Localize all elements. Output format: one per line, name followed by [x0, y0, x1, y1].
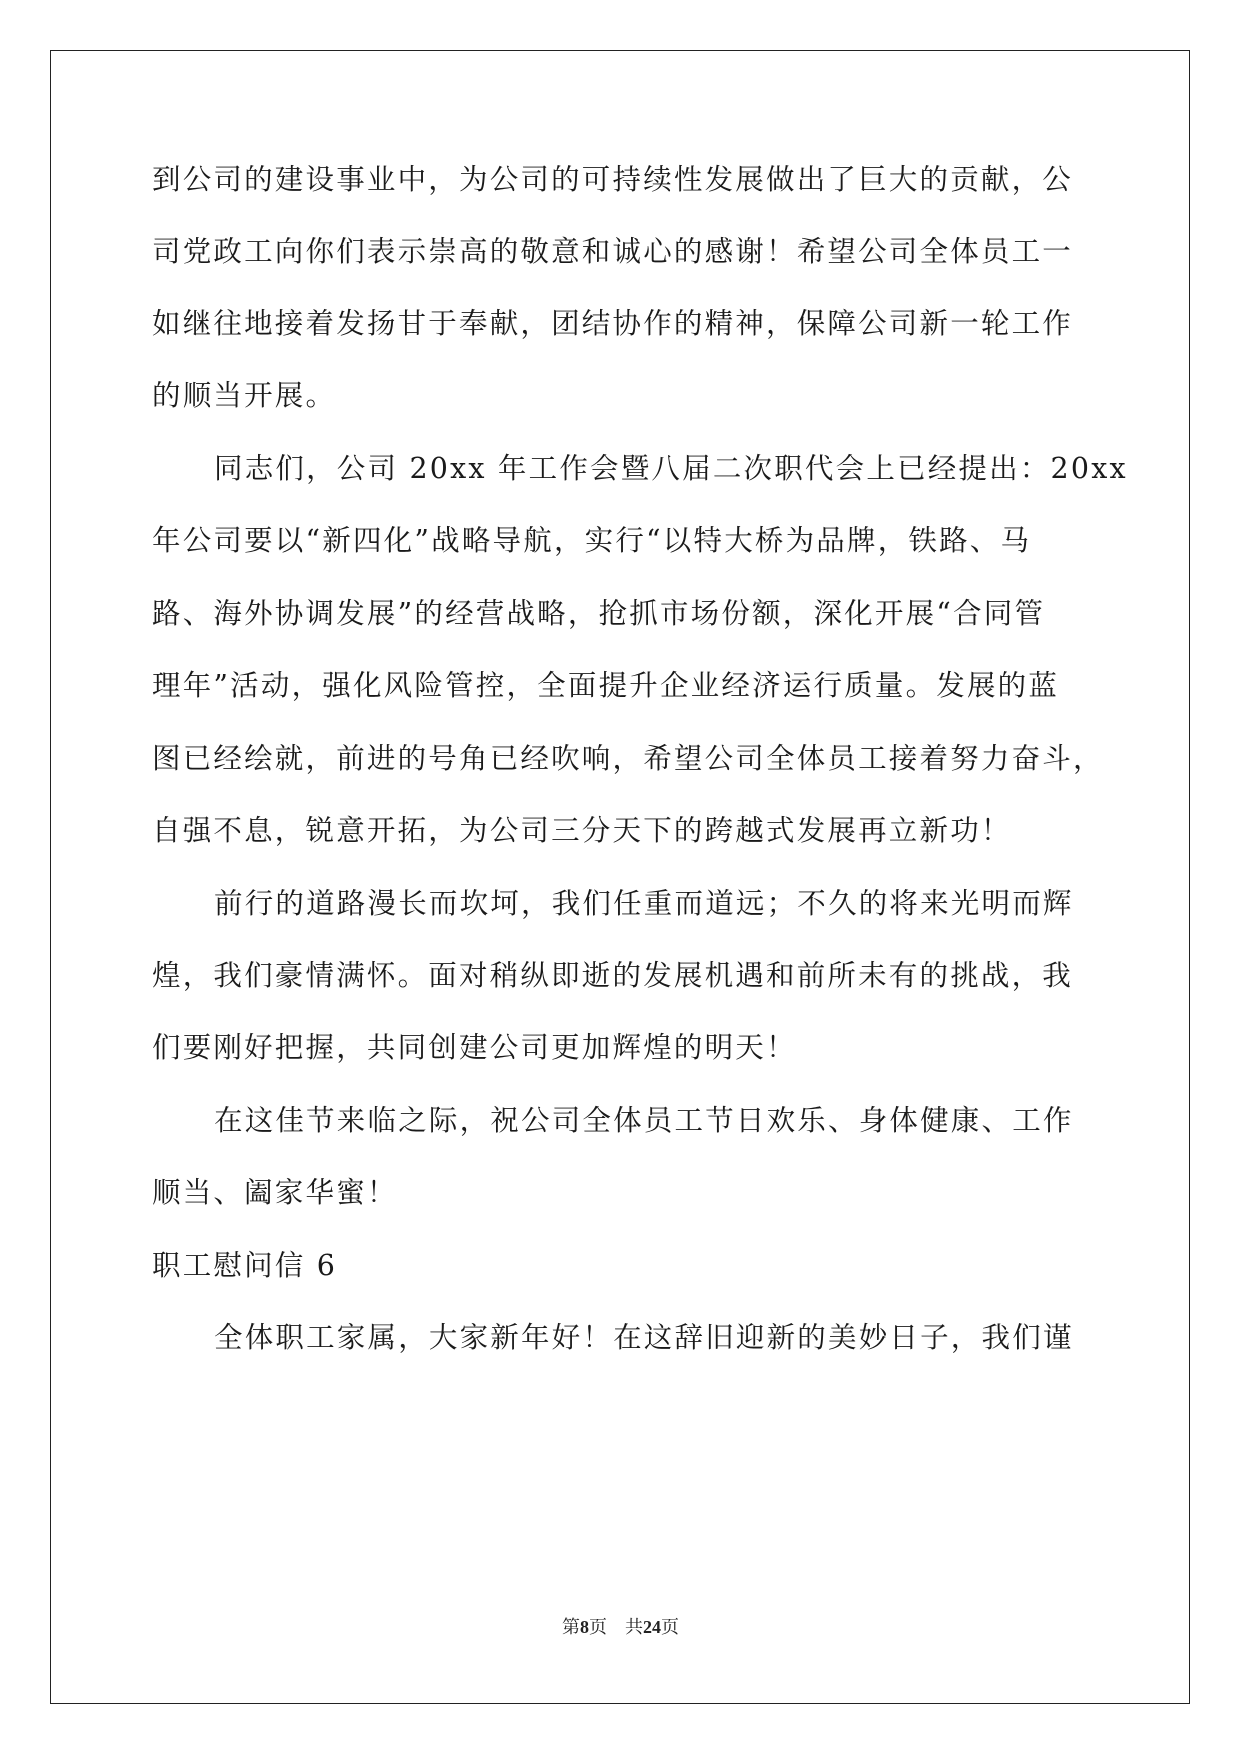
text-line: 自强不息，锐意开拓，为公司三分天下的跨越式发展再立新功！ [152, 814, 1012, 847]
text-line: 煌，我们豪情满怀。面对稍纵即逝的发展机遇和前所未有的挑战，我 [152, 959, 1074, 992]
text-line: 到公司的建设事业中，为公司的可持续性发展做出了巨大的贡献，公 [152, 163, 1074, 196]
text-line: 的顺当开展。 [152, 379, 337, 412]
paragraph-start-line: 全体职工家属，大家新年好！在这辞旧迎新的美妙日子，我们谨 [214, 1321, 1074, 1354]
section-heading: 职工慰问信 6 [152, 1249, 338, 1282]
text-line: 顺当、阖家华蜜！ [152, 1176, 398, 1209]
total-suffix: 页 [661, 1617, 679, 1638]
paragraph-start-line: 同志们，公司 20xx 年工作会暨八届二次职代会上已经提出：20xx [214, 452, 1128, 485]
page-number: 8 [580, 1617, 589, 1637]
text-line: 们要刚好把握，共同创建公司更加辉煌的明天！ [152, 1031, 797, 1064]
total-prefix: 共 [625, 1617, 643, 1638]
text-line: 年公司要以“新四化”战略导航，实行“以特大桥为品牌，铁路、马 [152, 524, 1032, 557]
page-prefix: 第 [562, 1617, 580, 1638]
page-border [50, 50, 1190, 1704]
text-line: 路、海外协调发展”的经营战略，抢抓市场份额，深化开展“合同管 [152, 597, 1046, 630]
text-line: 如继往地接着发扬甘于奉献，团结协作的精神，保障公司新一轮工作 [152, 307, 1074, 340]
page-footer [0, 1615, 1241, 1640]
paragraph-start-line: 在这佳节来临之际，祝公司全体员工节日欢乐、身体健康、工作 [214, 1104, 1074, 1137]
page-suffix: 页 [589, 1617, 607, 1638]
total-pages: 24 [643, 1617, 661, 1637]
paragraph-start-line: 前行的道路漫长而坎坷，我们任重而道远；不久的将来光明而辉 [214, 887, 1074, 920]
text-line: 理年”活动，强化风险管控，全面提升企业经济运行质量。发展的蓝 [152, 669, 1060, 702]
text-line: 图已经绘就，前进的号角已经吹响，希望公司全体员工接着努力奋斗， [152, 742, 1104, 775]
text-line: 司党政工向你们表示崇高的敬意和诚心的感谢！希望公司全体员工一 [152, 235, 1074, 268]
